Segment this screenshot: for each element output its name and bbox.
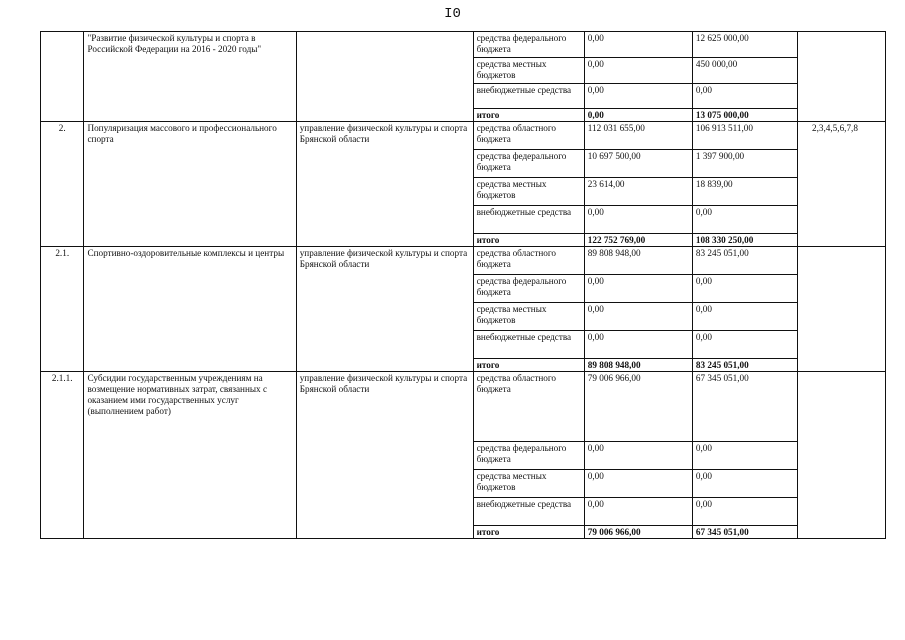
source-label: средства местных бюджетов: [473, 470, 584, 498]
source-label: внебюджетные средства: [473, 498, 584, 526]
value-2: 1 397 900,00: [692, 150, 797, 178]
program-name: Спортивно-оздоровительные комплексы и центры: [84, 247, 296, 372]
total-value-1: 89 808 948,00: [584, 359, 692, 372]
value-2: 67 345 051,00: [692, 372, 797, 442]
goals: [798, 32, 886, 122]
row-number: 2.1.: [41, 247, 84, 372]
value-1: 0,00: [584, 32, 692, 58]
value-1: 0,00: [584, 331, 692, 359]
source-label: средства федерального бюджета: [473, 275, 584, 303]
value-1: 0,00: [584, 498, 692, 526]
program-name: Субсидии государственным учреждениям на возмещение нормативных затрат, связанных с оказанием ими государственных услуг (выполнением работ): [84, 372, 296, 539]
value-1: 0,00: [584, 84, 692, 109]
source-label: внебюджетные средства: [473, 84, 584, 109]
value-2: 0,00: [692, 84, 797, 109]
value-1: 79 006 966,00: [584, 372, 692, 442]
source-label: внебюджетные средства: [473, 206, 584, 234]
source-label: средства федерального бюджета: [473, 32, 584, 58]
value-2: 0,00: [692, 498, 797, 526]
source-label: средства местных бюджетов: [473, 303, 584, 331]
executor: управление физической культуры и спорта Брянской области: [296, 247, 473, 372]
page-number: I0: [444, 6, 461, 22]
value-1: 23 614,00: [584, 178, 692, 206]
value-2: 0,00: [692, 331, 797, 359]
value-1: 0,00: [584, 275, 692, 303]
total-value-1: 79 006 966,00: [584, 526, 692, 539]
row-number: 2.1.1.: [41, 372, 84, 539]
value-2: 0,00: [692, 206, 797, 234]
row-number: 2.: [41, 122, 84, 247]
value-2: 83 245 051,00: [692, 247, 797, 275]
total-label: итого: [473, 359, 584, 372]
value-2: 450 000,00: [692, 58, 797, 84]
total-label: итого: [473, 109, 584, 122]
value-1: 0,00: [584, 206, 692, 234]
total-value-2: 108 330 250,00: [692, 234, 797, 247]
total-label: итого: [473, 234, 584, 247]
total-value-2: 13 075 000,00: [692, 109, 797, 122]
goals: [798, 247, 886, 372]
executor: управление физической культуры и спорта Брянской области: [296, 122, 473, 247]
table-row: [41, 122, 886, 150]
source-label: средства местных бюджетов: [473, 58, 584, 84]
value-1: 89 808 948,00: [584, 247, 692, 275]
program-name: "Развитие физической культуры и спорта в Российской Федерации на 2016 - 2020 годы": [84, 32, 296, 122]
total-value-2: 67 345 051,00: [692, 526, 797, 539]
total-value-1: 0,00: [584, 109, 692, 122]
value-1: 0,00: [584, 58, 692, 84]
budget-table: [40, 31, 886, 539]
value-2: 106 913 511,00: [692, 122, 797, 150]
value-1: 10 697 500,00: [584, 150, 692, 178]
table-row: [41, 32, 886, 58]
value-1: 112 031 655,00: [584, 122, 692, 150]
value-1: 0,00: [584, 470, 692, 498]
value-2: 18 839,00: [692, 178, 797, 206]
value-2: 12 625 000,00: [692, 32, 797, 58]
value-1: 0,00: [584, 303, 692, 331]
source-label: средства федерального бюджета: [473, 150, 584, 178]
value-1: 0,00: [584, 442, 692, 470]
source-label: средства областного бюджета: [473, 372, 584, 442]
value-2: 0,00: [692, 442, 797, 470]
value-2: 0,00: [692, 303, 797, 331]
goals: [798, 372, 886, 539]
source-label: средства федерального бюджета: [473, 442, 584, 470]
table-row: [41, 372, 886, 442]
executor: [296, 32, 473, 122]
executor: управление физической культуры и спорта Брянской области: [296, 372, 473, 539]
value-2: 0,00: [692, 470, 797, 498]
total-value-1: 122 752 769,00: [584, 234, 692, 247]
source-label: средства местных бюджетов: [473, 178, 584, 206]
value-2: 0,00: [692, 275, 797, 303]
source-label: внебюджетные средства: [473, 331, 584, 359]
goals: 2,3,4,5,6,7,8: [798, 122, 886, 247]
source-label: средства областного бюджета: [473, 247, 584, 275]
table-row: [41, 247, 886, 275]
program-name: Популяризация массового и профессионального спорта: [84, 122, 296, 247]
total-label: итого: [473, 526, 584, 539]
row-number: [41, 32, 84, 122]
source-label: средства областного бюджета: [473, 122, 584, 150]
total-value-2: 83 245 051,00: [692, 359, 797, 372]
